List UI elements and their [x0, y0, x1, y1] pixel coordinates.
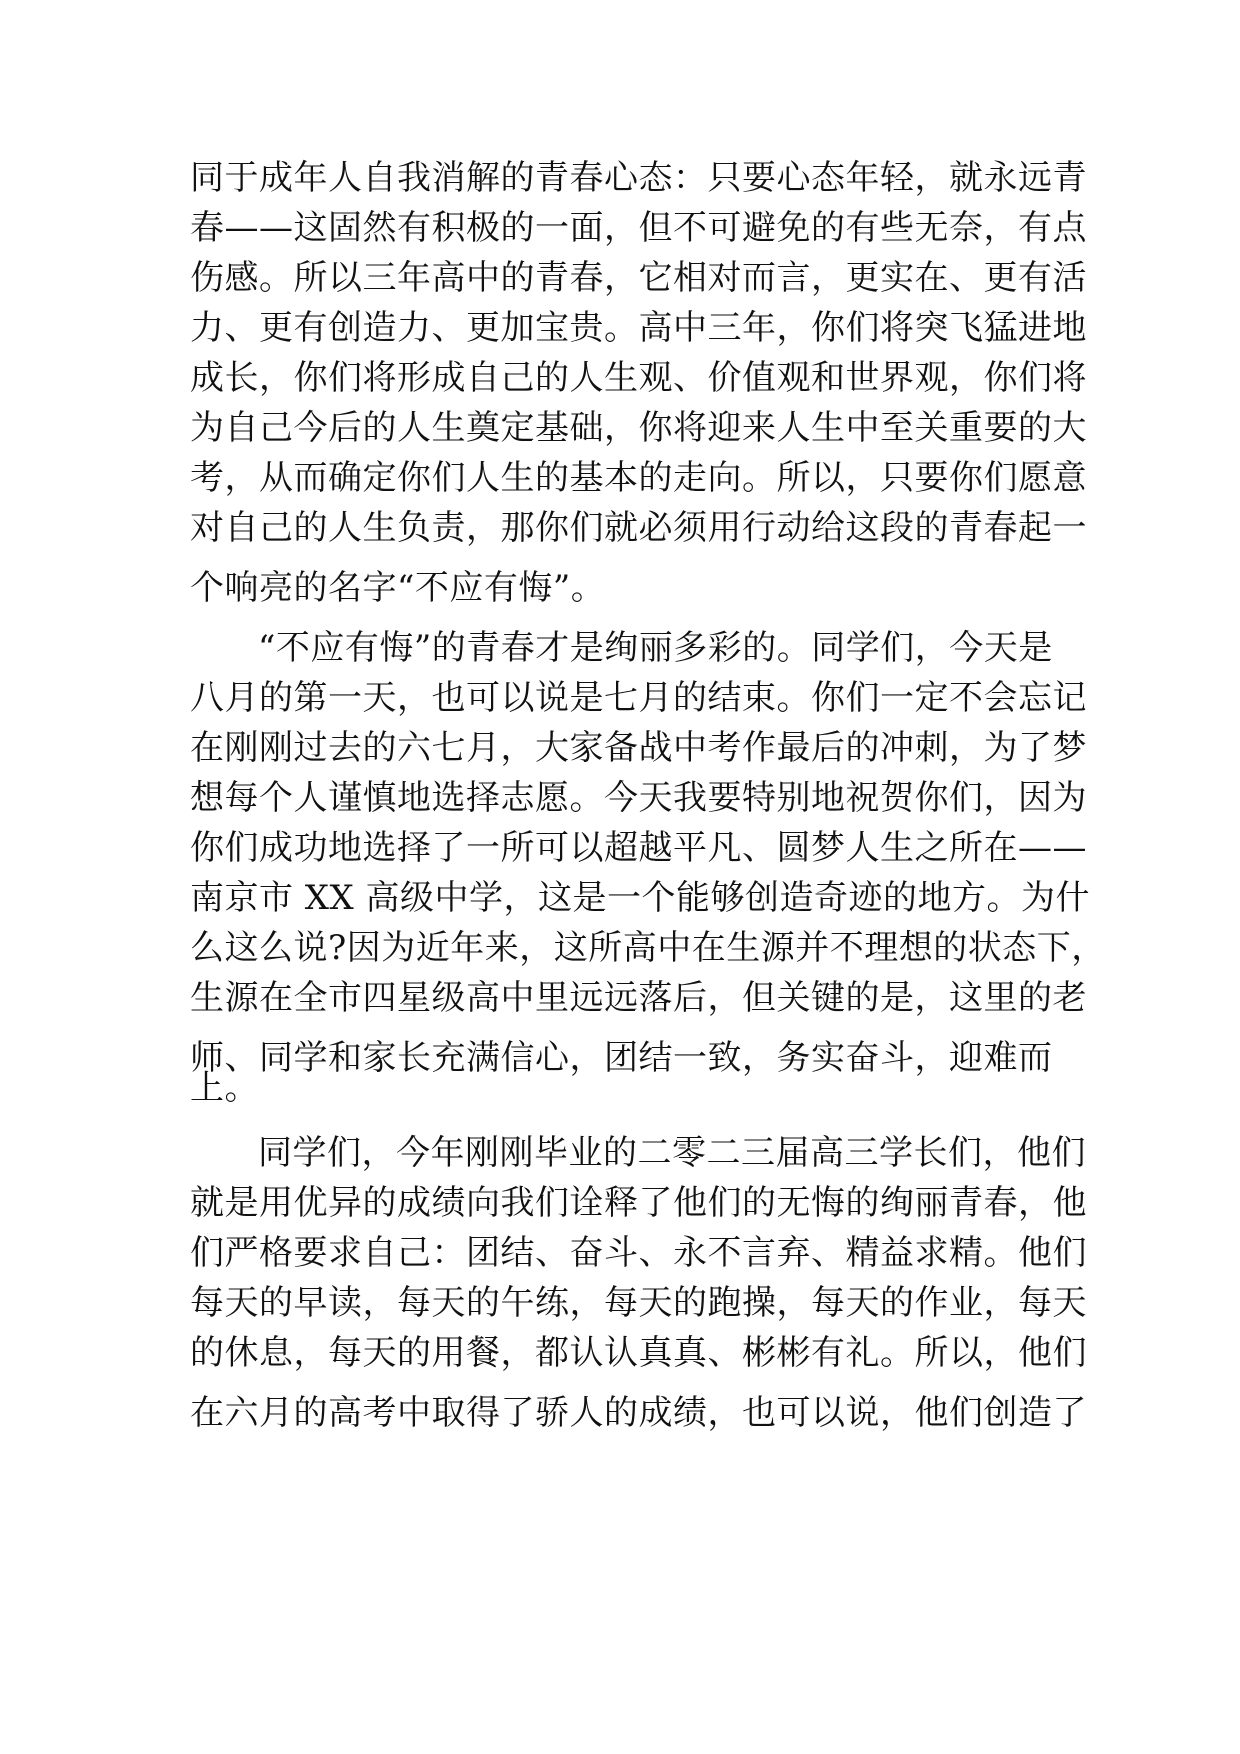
text-line: 为自己今后的人生奠定基础，你将迎来人生中至关重要的大: [190, 408, 1087, 448]
text-line: 同于成年人自我消解的青春心态：只要心态年轻，就永远青: [190, 158, 1087, 198]
text-line: 想每个人谨慎地选择志愿。今天我要特别地祝贺你们，因为: [190, 778, 1087, 818]
text-line: 上。: [190, 1068, 259, 1108]
text-line: 就是用优异的成绩向我们诠释了他们的无悔的绚丽青春，他: [190, 1183, 1087, 1223]
text-line: 成长，你们将形成自己的人生观、价值观和世界观，你们将: [190, 358, 1087, 398]
text-line: 伤感。所以三年高中的青春，它相对而言，更实在、更有活: [190, 258, 1087, 298]
text-line: 在六月的高考中取得了骄人的成绩，也可以说，他们创造了: [190, 1393, 1087, 1433]
text-line: 么这么说?因为近年来，这所高中在生源并不理想的状态下，: [190, 928, 1106, 968]
text-line: 生源在全市四星级高中里远远落后，但关键的是，这里的老: [190, 978, 1087, 1018]
text-line: 八月的第一天，也可以说是七月的结束。你们一定不会忘记: [190, 678, 1087, 718]
text-line: 你们成功地选择了一所可以超越平凡、圆梦人生之所在——: [190, 828, 1087, 868]
paragraph-first-line: “不应有悔”的青春才是绚丽多彩的。同学们，今天是: [258, 628, 1053, 668]
paragraph-first-line: 同学们，今年刚刚毕业的二零二三届高三学长们，他们: [258, 1133, 1086, 1173]
text-line: 对自己的人生负责，那你们就必须用行动给这段的青春起一: [190, 508, 1087, 548]
text-line: 考，从而确定你们人生的基本的走向。所以，只要你们愿意: [190, 458, 1087, 498]
text-line: 师、同学和家长充满信心，团结一致，务实奋斗，迎难而: [190, 1038, 1053, 1078]
text-line: 每天的早读，每天的午练，每天的跑操，每天的作业，每天: [190, 1283, 1087, 1323]
text-line: 力、更有创造力、更加宝贵。高中三年，你们将突飞猛进地: [190, 308, 1087, 348]
text-line: 个响亮的名字“不应有悔”。: [190, 568, 606, 608]
text-line: 在刚刚过去的六七月，大家备战中考作最后的冲刺，为了梦: [190, 728, 1087, 768]
text-line: 们严格要求自己：团结、奋斗、永不言弃、精益求精。他们: [190, 1233, 1087, 1273]
text-line: 春——这固然有积极的一面，但不可避免的有些无奈，有点: [190, 208, 1087, 248]
text-line: 南京市 XX 高级中学，这是一个能够创造奇迹的地方。为什: [190, 878, 1091, 918]
text-line: 的休息，每天的用餐，都认认真真、彬彬有礼。所以，他们: [190, 1333, 1087, 1373]
